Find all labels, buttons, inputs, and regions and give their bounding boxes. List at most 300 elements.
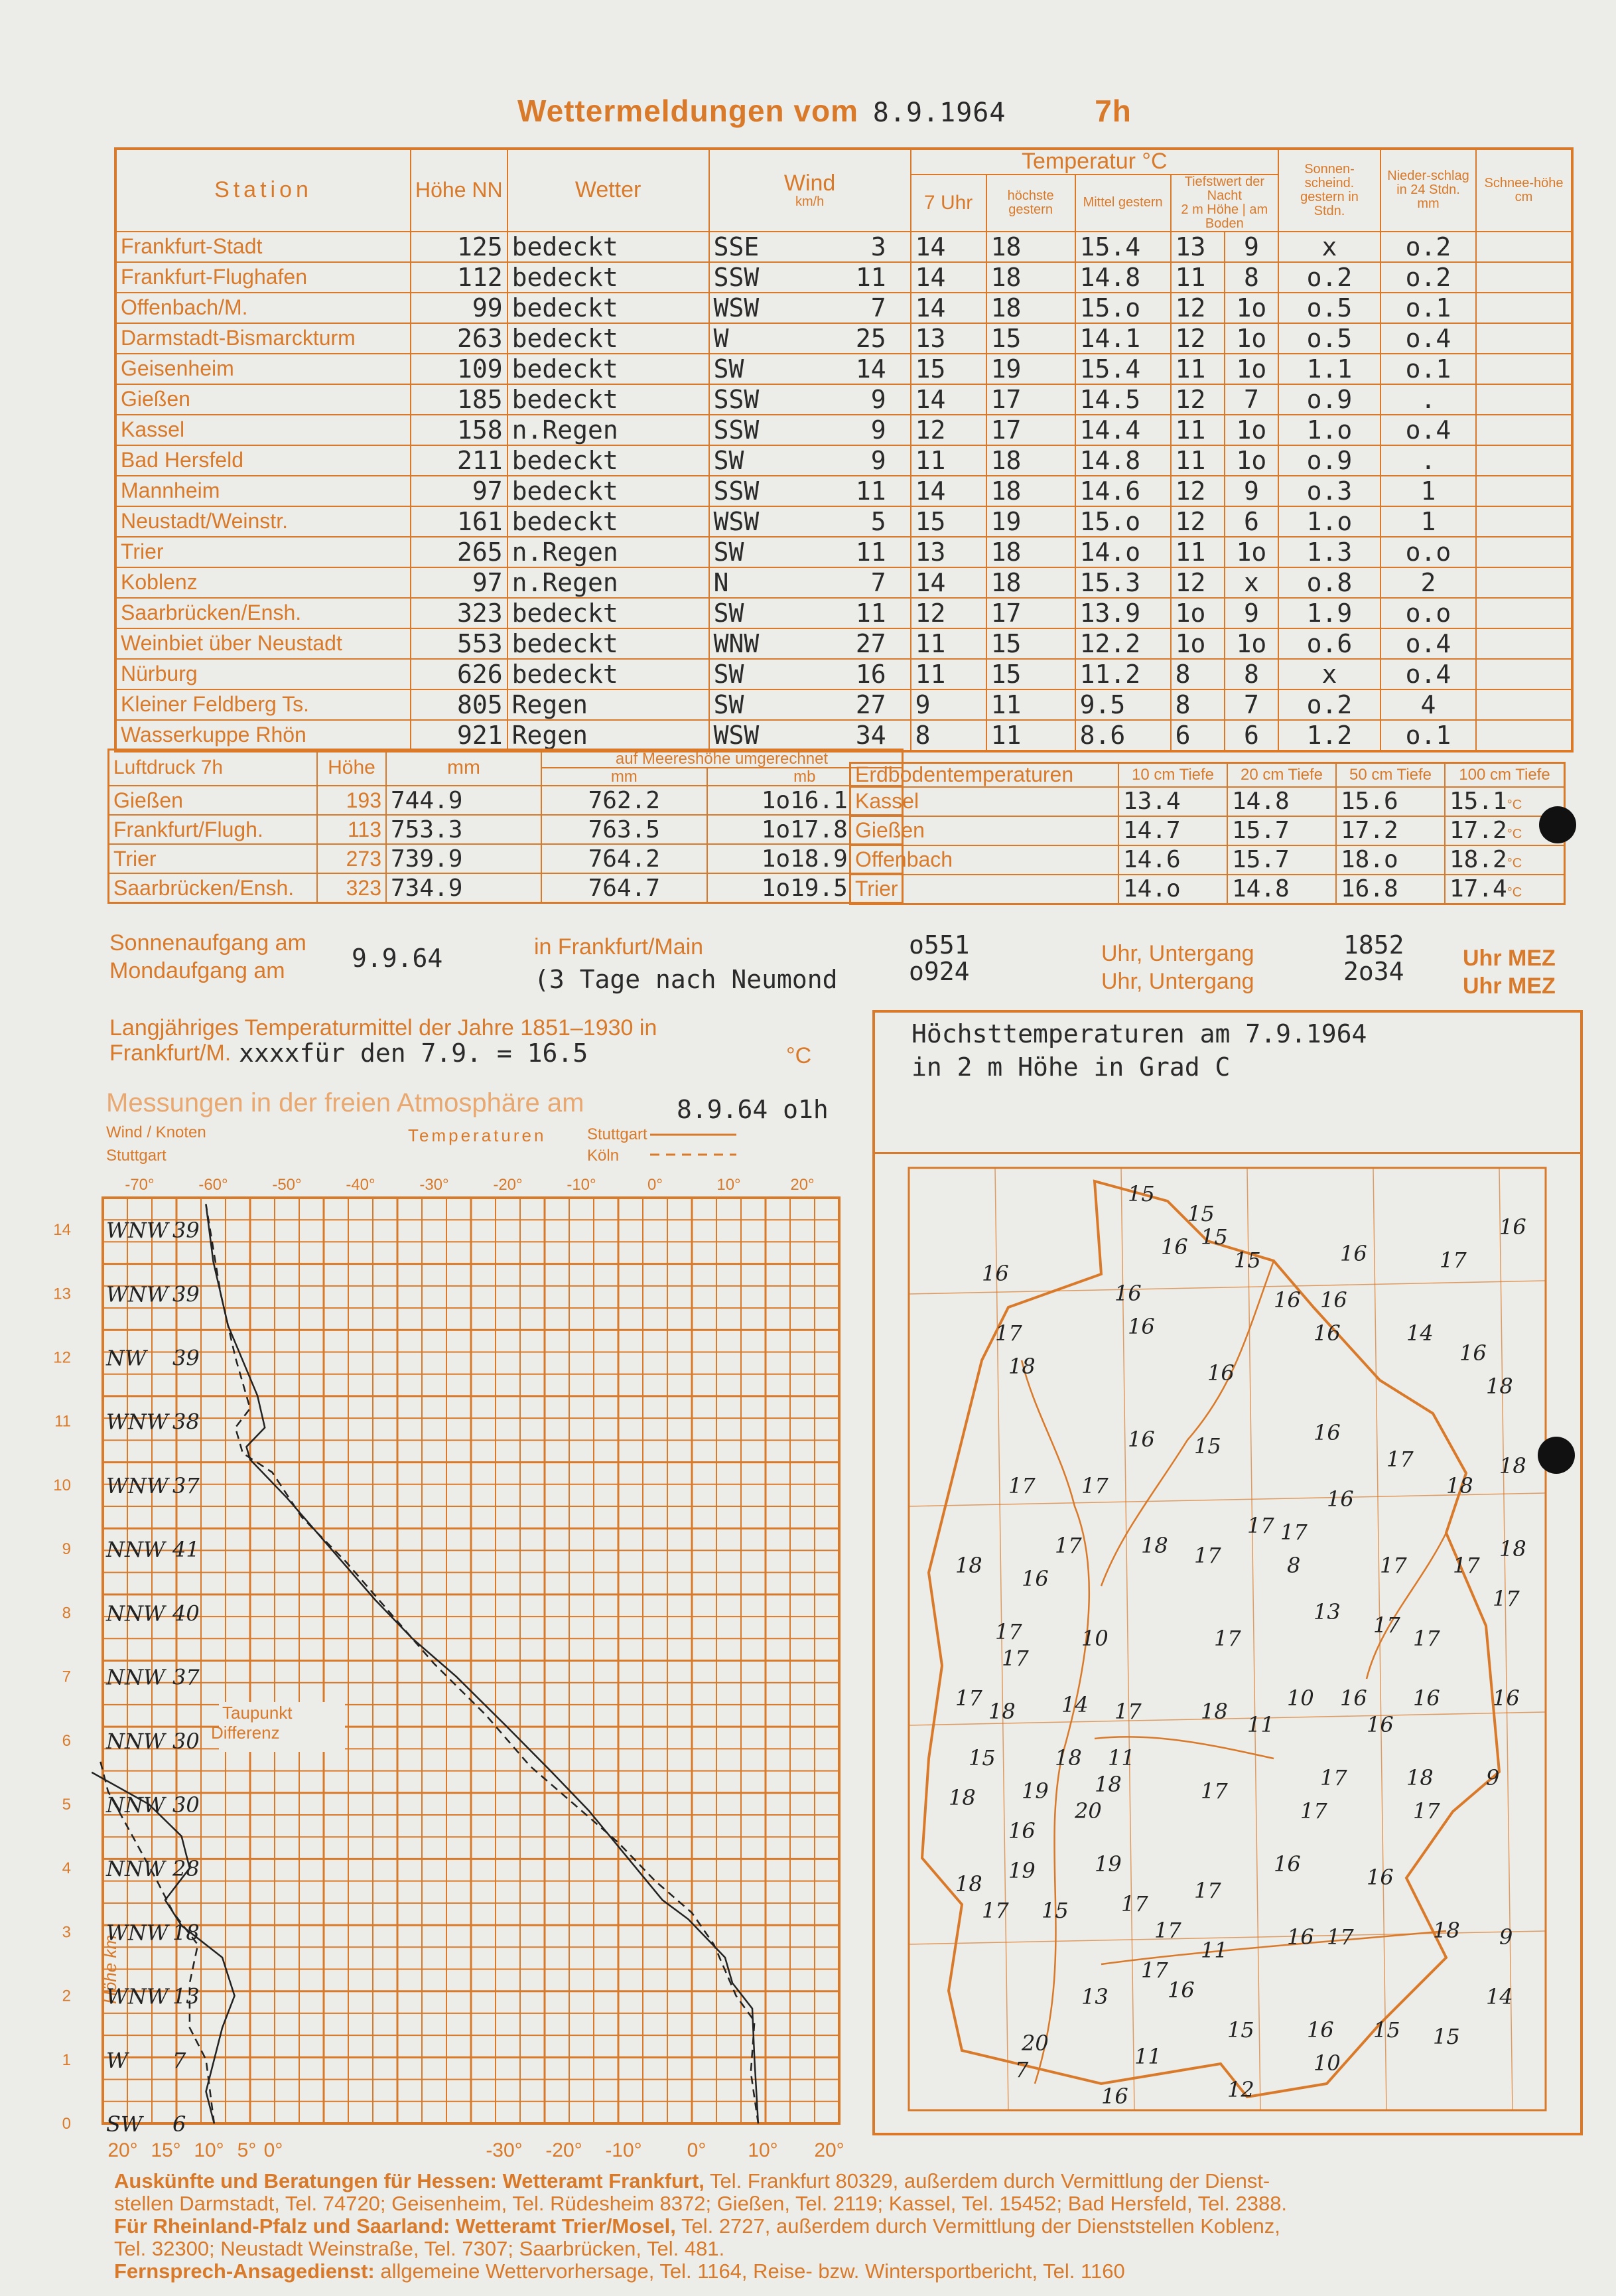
wind-speed: 9	[870, 415, 886, 445]
niederschlag: o.1	[1380, 354, 1476, 384]
table-row	[115, 598, 1572, 628]
erdboden-c10: 10 cm Tiefe	[1118, 763, 1227, 787]
map-temperature-label: 16	[1008, 1818, 1036, 1843]
x-tick-label: -70°	[125, 1176, 155, 1194]
wind-direction-label: SW	[106, 2112, 143, 2137]
erdboden-station: Gießen	[850, 816, 1119, 845]
wind-direction-label: WNW	[106, 1281, 168, 1307]
wind-cell	[709, 384, 911, 415]
y-tick-label: 1	[62, 2050, 71, 2069]
table-row	[115, 659, 1572, 689]
wind-speed-label: 7	[172, 2047, 186, 2073]
temp-hoechste: 18	[986, 476, 1075, 506]
schneehoehe	[1476, 354, 1572, 384]
taupunkt-label: Taupunkt	[222, 1703, 293, 1723]
bottom-tick-label: 20°	[814, 2139, 844, 2161]
luftdruck-hoehe: 193	[317, 786, 386, 815]
differenz-label: Differenz	[211, 1723, 280, 1743]
y-tick-label: 7	[62, 1668, 71, 1686]
station-name: Kassel	[115, 415, 411, 445]
map-temperature-label: 8	[1287, 1553, 1301, 1578]
legend-lines	[650, 1121, 743, 1161]
wind-speed-label: 13	[172, 1983, 200, 2009]
table-row	[115, 293, 1572, 323]
sonnenschein: o.2	[1278, 262, 1380, 293]
map-temperature-label: 15	[1227, 2017, 1254, 2043]
map-temperature-label: 16	[1327, 1486, 1354, 1512]
wetter-cell: bedeckt	[507, 628, 709, 659]
wetter-cell: bedeckt	[507, 476, 709, 506]
map-temperature-label: 17	[1380, 1553, 1407, 1578]
map-temperature-label: 16	[1287, 1924, 1314, 1950]
col-temp: Temperatur °C	[911, 149, 1278, 175]
station-hoehe: 185	[411, 384, 507, 415]
table-row	[115, 232, 1572, 262]
temp-mittel: 15.4	[1075, 232, 1171, 262]
map-temperature-label: 17	[1055, 1533, 1082, 1558]
wind-speed: 9	[870, 384, 886, 414]
niederschlag: 1	[1380, 506, 1476, 537]
wind-direction: WSW	[713, 293, 760, 323]
wind-cell	[709, 232, 911, 262]
luftdruck-row	[109, 815, 903, 844]
footer-l3b: Tel. 2727, außerdem durch Vermittlung der Dienststellen Koblenz,	[675, 2214, 1280, 2238]
schneehoehe	[1476, 537, 1572, 567]
temp-mittel: 14.6	[1075, 476, 1171, 506]
map-temperature-label: 17	[1440, 1248, 1467, 1273]
sonnenschein: 1.1	[1278, 354, 1380, 384]
report-hour: 7h	[1095, 94, 1132, 128]
table-row	[115, 262, 1572, 293]
schneehoehe	[1476, 445, 1572, 476]
temp-boden: 1o	[1225, 354, 1278, 384]
station-name: Frankfurt-Flughafen	[115, 262, 411, 293]
map-temperature-label: 18	[1141, 1533, 1168, 1558]
station-name: Bad Hersfeld	[115, 445, 411, 476]
wind-speed: 16	[855, 659, 886, 689]
temp-2m: 8	[1171, 689, 1225, 720]
wind-direction: SW	[713, 445, 744, 475]
temp-7uhr: 8	[911, 720, 986, 751]
map-temperature-label: 17	[1493, 1586, 1520, 1611]
wetter-cell: bedeckt	[507, 598, 709, 628]
series-line-stuttgart	[206, 1204, 758, 2123]
table-row	[115, 506, 1572, 537]
map-temperature-label: 17	[1373, 1613, 1400, 1638]
wind-speed-label: 37	[172, 1472, 200, 1498]
footer-l1a: Auskünfte und Beratungen für Hessen: Wetteramt Frankfurt,	[114, 2169, 705, 2192]
erdboden-table	[849, 762, 1566, 905]
erdboden-c50: 50 cm Tiefe	[1336, 763, 1445, 787]
temp-7uhr: 12	[911, 598, 986, 628]
luftdruck-meer-mm: 763.5	[541, 815, 707, 844]
schneehoehe	[1476, 506, 1572, 537]
legend-koeln: Köln	[587, 1147, 620, 1165]
niederschlag: o.o	[1380, 537, 1476, 567]
sonnenschein: 1.2	[1278, 720, 1380, 751]
luftdruck-mm: 739.9	[386, 844, 541, 873]
wind-direction: WSW	[713, 720, 760, 750]
map-temperature-label: 16	[1114, 1281, 1142, 1306]
temp-mittel: 14.8	[1075, 262, 1171, 293]
map-temperature-label: 16	[1274, 1851, 1301, 1877]
col-nieder: Nieder-schlag in 24 Stdn. mm	[1380, 149, 1476, 232]
neumond-note: (3 Tage nach Neumond	[534, 965, 838, 994]
luftdruck-mm: 753.3	[386, 815, 541, 844]
x-tick-label: -50°	[272, 1176, 302, 1194]
table-row	[115, 323, 1572, 354]
mittel-value: xxxxfür den 7.9. = 16.5	[239, 1039, 588, 1068]
map-temperature-label: 18	[1055, 1745, 1082, 1770]
x-tick-label: -20°	[493, 1176, 523, 1194]
x-tick-label: -30°	[419, 1176, 449, 1194]
bottom-tick-label: -20°	[545, 2139, 582, 2161]
temp-mittel: 8.6	[1075, 720, 1171, 751]
temp-mittel: 15.4	[1075, 354, 1171, 384]
temp-7uhr: 14	[911, 567, 986, 598]
bottom-tick-label: 15°	[151, 2139, 181, 2161]
temp-hoechste: 11	[986, 689, 1075, 720]
station-hoehe: 626	[411, 659, 507, 689]
niederschlag: .	[1380, 384, 1476, 415]
wind-direction: SSW	[713, 384, 760, 414]
map-temperature-label: 18	[1499, 1453, 1526, 1478]
x-tick-label: 0°	[647, 1176, 663, 1194]
map-title-2: in 2 m Höhe in Grad C	[911, 1052, 1231, 1082]
map-temperature-label: 12	[1227, 2077, 1254, 2102]
temp-hoechste: 18	[986, 567, 1075, 598]
erdboden-100cm-value: 17.2	[1449, 817, 1507, 845]
wind-cell	[709, 628, 911, 659]
map-temperature-label: 17	[1154, 1918, 1181, 1943]
wind-speed: 5	[870, 506, 886, 536]
erdboden-row	[850, 787, 1565, 816]
map-temperature-label: 16	[1161, 1234, 1188, 1259]
luftdruck-station: Trier	[109, 844, 318, 873]
moon-set: 2o34	[1343, 957, 1404, 986]
map-temperature-label: 17	[1008, 1473, 1036, 1498]
col-wind-label: Wind	[783, 170, 836, 196]
punch-hole	[1539, 806, 1576, 843]
station-name: Frankfurt-Stadt	[115, 232, 411, 262]
temp-mittel: 13.9	[1075, 598, 1171, 628]
schneehoehe	[1476, 659, 1572, 689]
temp-hoechste: 15	[986, 323, 1075, 354]
erdboden-20cm: 14.8	[1227, 787, 1336, 816]
temp-2m: 12	[1171, 476, 1225, 506]
map-temperature-label: 14	[1486, 1984, 1513, 2009]
temp-mittel: 11.2	[1075, 659, 1171, 689]
station-name: Koblenz	[115, 567, 411, 598]
station-name: Saarbrücken/Ensh.	[115, 598, 411, 628]
wind-direction-label: NNW	[106, 1601, 165, 1626]
luftdruck-hoehe: 273	[317, 844, 386, 873]
map-temperature-label: 15	[1201, 1224, 1228, 1250]
map-temperature-label: 10	[1287, 1686, 1314, 1711]
sonnenschein: o.2	[1278, 689, 1380, 720]
y-axis-label: Höhe km	[100, 1934, 120, 2004]
wind-direction-label: W	[106, 2047, 128, 2073]
wind-direction: SSW	[713, 415, 760, 445]
map-temperature-label: 18	[955, 1871, 982, 1897]
report-date: 8.9.1964	[872, 98, 1006, 128]
map-temperature-label: 15	[1234, 1248, 1261, 1273]
station-hoehe: 921	[411, 720, 507, 751]
schneehoehe	[1476, 689, 1572, 720]
bottom-tick-label: -30°	[486, 2139, 523, 2161]
map-temperature-label: 10	[1313, 2050, 1341, 2076]
erdboden-50cm: 18.o	[1336, 845, 1445, 875]
wind-cell	[709, 506, 911, 537]
luftdruck-meer-mb: 1o17.8	[707, 815, 903, 844]
series-line-köln	[206, 1204, 758, 2123]
sonnenschein: 1.o	[1278, 415, 1380, 445]
map-temperature-label: 7	[1015, 2057, 1029, 2082]
wind-speed: 14	[855, 354, 886, 384]
erdboden-10cm: 14.o	[1118, 875, 1227, 904]
luftdruck-meer-mm: 764.7	[541, 873, 707, 903]
footer-l5b: allgemeine Wettervorhersage, Tel. 1164, Reise- bzw. Wintersportbericht, Tel. 1160	[374, 2260, 1125, 2283]
wetter-cell: bedeckt	[507, 354, 709, 384]
map-temperature-label: 17	[995, 1321, 1022, 1346]
temp-2m: 12	[1171, 384, 1225, 415]
y-tick-label: 3	[62, 1923, 71, 1942]
wetter-cell: bedeckt	[507, 445, 709, 476]
y-tick-label: 6	[62, 1731, 71, 1750]
sonnenaufgang-label: Sonnenaufgang am	[109, 930, 306, 956]
wind-direction: SSW	[713, 262, 760, 292]
map-temperature-label: 16	[982, 1261, 1009, 1286]
map-temperature-label: 17	[1413, 1798, 1440, 1824]
schneehoehe	[1476, 567, 1572, 598]
wind-cell	[709, 720, 911, 751]
temp-hoechste: 18	[986, 293, 1075, 323]
erdboden-station: Trier	[850, 875, 1119, 904]
col-2m: 2 m Höhe	[1181, 202, 1239, 217]
map-temperature-label: 20	[1075, 1798, 1102, 1824]
luftdruck-col-mm: mm	[386, 750, 541, 786]
luftdruck-meer-mb: 1o19.5	[707, 873, 903, 903]
schneehoehe	[1476, 384, 1572, 415]
temp-boden: 1o	[1225, 445, 1278, 476]
temp-mittel: 14.o	[1075, 537, 1171, 567]
map-temperature-label: 18	[1008, 1354, 1036, 1379]
niederschlag: o.4	[1380, 415, 1476, 445]
map-temperature-label: 13	[1313, 1599, 1341, 1624]
table-row	[115, 476, 1572, 506]
wind-speed-label: 39	[172, 1281, 200, 1307]
map-temperature-label: 15	[1433, 2024, 1460, 2049]
temp-hoechste: 17	[986, 415, 1075, 445]
temperaturen-label: Temperaturen	[408, 1125, 547, 1145]
temp-mittel: 14.8	[1075, 445, 1171, 476]
station-hoehe: 99	[411, 293, 507, 323]
luftdruck-hoehe: 323	[317, 873, 386, 903]
sonnenschein: x	[1278, 659, 1380, 689]
temp-boden: 8	[1225, 262, 1278, 293]
sonnenschein: o.5	[1278, 323, 1380, 354]
y-tick-label: 12	[53, 1348, 71, 1367]
temp-2m: 11	[1171, 445, 1225, 476]
niederschlag: 2	[1380, 567, 1476, 598]
col-hoechste: höchste gestern	[986, 175, 1075, 232]
temp-boden: 9	[1225, 232, 1278, 262]
wind-cell	[709, 537, 911, 567]
wetter-cell: bedeckt	[507, 659, 709, 689]
wetter-cell: bedeckt	[507, 323, 709, 354]
map-divider	[875, 1152, 1580, 1154]
wind-direction: WSW	[713, 506, 760, 536]
map-temperature-label: 19	[1095, 1851, 1122, 1877]
page-title	[517, 93, 1132, 129]
station-name: Gießen	[115, 384, 411, 415]
map-temperature-label: 18	[1486, 1374, 1513, 1399]
erdboden-10cm: 14.6	[1118, 845, 1227, 875]
temp-7uhr: 12	[911, 415, 986, 445]
wind-speed-label: 30	[172, 1728, 200, 1754]
luftdruck-col-meer: auf Meereshöhe umgerechnet	[541, 750, 903, 768]
map-temperature-label: 16	[1022, 1566, 1049, 1591]
sonnenschein: o.6	[1278, 628, 1380, 659]
footer-l4: Tel. 32300; Neustadt Weinstraße, Tel. 7307; Saarbrücken, Tel. 481.	[114, 2237, 725, 2260]
map-temperature-label: 15	[1042, 1898, 1069, 1923]
erdboden-100cm-value: 15.1	[1449, 788, 1507, 816]
temp-7uhr: 9	[911, 689, 986, 720]
temp-boden: 1o	[1225, 537, 1278, 567]
wetter-cell: bedeckt	[507, 262, 709, 293]
map-temperature-label: 17	[982, 1898, 1009, 1923]
erdboden-50cm: 17.2	[1336, 816, 1445, 845]
map-temperature-label: 17	[1194, 1543, 1221, 1568]
map-temperature-label: 17	[1121, 1891, 1148, 1916]
erdboden-50cm: 16.8	[1336, 875, 1445, 904]
station-hoehe: 125	[411, 232, 507, 262]
mittel-line1: Langjähriges Temperaturmittel der Jahre 1851–1930 in	[109, 1015, 657, 1040]
station-name: Weinbiet über Neustadt	[115, 628, 411, 659]
station-hoehe: 97	[411, 567, 507, 598]
erdboden-20cm: 15.7	[1227, 816, 1336, 845]
station-name: Darmstadt-Bismarckturm	[115, 323, 411, 354]
station-hoehe: 158	[411, 415, 507, 445]
map-temperature-label: 11	[1201, 1938, 1228, 1963]
luftdruck-mm: 734.9	[386, 873, 541, 903]
temp-mittel: 15.3	[1075, 567, 1171, 598]
wind-cell	[709, 262, 911, 293]
temp-2m: 11	[1171, 415, 1225, 445]
wetter-cell: n.Regen	[507, 415, 709, 445]
temp-2m: 6	[1171, 720, 1225, 751]
atmosphere-chart	[40, 1168, 862, 2177]
map-temperature-label: 11	[1134, 2044, 1162, 2069]
table-row	[115, 628, 1572, 659]
station-name: Kleiner Feldberg Ts.	[115, 689, 411, 720]
temp-boden: 1o	[1225, 323, 1278, 354]
erdboden-unit: °C	[1507, 856, 1522, 871]
y-tick-label: 4	[62, 1859, 71, 1878]
temp-mittel: 15.o	[1075, 293, 1171, 323]
station-name: Geisenheim	[115, 354, 411, 384]
niederschlag: o.2	[1380, 232, 1476, 262]
footer	[114, 2170, 1560, 2283]
x-tick-label: 10°	[716, 1176, 741, 1194]
map-temperature-label: 17	[1386, 1447, 1414, 1472]
sonnenschein: 1.o	[1278, 506, 1380, 537]
footer-l3a: Für Rheinland-Pfalz und Saarland: Wetteramt Trier/Mosel,	[114, 2214, 676, 2238]
niederschlag: o.1	[1380, 293, 1476, 323]
wetter-cell: n.Regen	[507, 567, 709, 598]
map-temperature-label: 15	[1373, 2017, 1400, 2043]
niederschlag: .	[1380, 445, 1476, 476]
wind-stuttgart-label: Stuttgart	[106, 1147, 167, 1165]
niederschlag: o.4	[1380, 659, 1476, 689]
temp-7uhr: 14	[911, 476, 986, 506]
wind-direction: SW	[713, 689, 744, 719]
map-meridian	[1499, 1168, 1513, 2110]
wind-speed-label: 40	[172, 1601, 200, 1626]
schneehoehe	[1476, 628, 1572, 659]
temp-hoechste: 11	[986, 720, 1075, 751]
table-row	[115, 415, 1572, 445]
y-tick-label: 5	[62, 1795, 71, 1814]
moon-untergang-label: Uhr, Untergang	[1101, 969, 1254, 994]
map-temperature-label: 15	[1128, 1181, 1155, 1206]
bottom-tick-label: 10°	[748, 2139, 778, 2161]
temp-boden: 1o	[1225, 628, 1278, 659]
map-temperature-label: 20	[1022, 2031, 1049, 2056]
station-name: Nürburg	[115, 659, 411, 689]
map-temperature-label: 17	[1194, 1878, 1221, 1903]
luftdruck-station: Saarbrücken/Ensh.	[109, 873, 318, 903]
temp-mittel: 14.4	[1075, 415, 1171, 445]
temp-2m: 11	[1171, 537, 1225, 567]
station-hoehe: 109	[411, 354, 507, 384]
map-meridian	[1121, 1168, 1134, 2110]
luftdruck-col-meer-mm: mm	[541, 768, 707, 786]
map-temperature-label: 19	[1008, 1858, 1036, 1883]
map-temperature-label: 17	[1300, 1798, 1327, 1824]
y-tick-label: 0	[62, 2115, 71, 2133]
sonnenschein: 1.9	[1278, 598, 1380, 628]
map-temperature-label: 17	[1114, 1699, 1142, 1724]
wind-speed: 7	[870, 567, 886, 597]
map-temperature-label: 17	[1081, 1473, 1109, 1498]
map-temperature-label: 18	[988, 1699, 1016, 1724]
map-temperature-label: 17	[1002, 1646, 1029, 1671]
sun-rise: o551	[909, 930, 970, 960]
table-row	[115, 384, 1572, 415]
title-text: Wettermeldungen vom	[517, 94, 858, 128]
wind-direction-label: WNW	[106, 1218, 168, 1244]
map-temperature-label: 16	[1320, 1287, 1347, 1313]
wind-speed-label: 39	[172, 1345, 200, 1371]
wind-direction: SW	[713, 598, 744, 628]
wetter-cell: bedeckt	[507, 384, 709, 415]
temp-mittel: 15.o	[1075, 506, 1171, 537]
sonnenschein: o.9	[1278, 445, 1380, 476]
wind-speed: 27	[855, 689, 886, 719]
luftdruck-row	[109, 844, 903, 873]
bottom-tick-label: 0°	[687, 2139, 707, 2161]
erdboden-unit: °C	[1507, 798, 1522, 813]
station-hoehe: 553	[411, 628, 507, 659]
niederschlag: o.4	[1380, 628, 1476, 659]
map-temperature-label: 13	[1081, 1984, 1109, 2009]
temp-mittel: 14.5	[1075, 384, 1171, 415]
temp-7uhr: 14	[911, 384, 986, 415]
luftdruck-row	[109, 786, 903, 815]
wind-direction: SW	[713, 354, 744, 384]
luftdruck-meer-mm: 762.2	[541, 786, 707, 815]
